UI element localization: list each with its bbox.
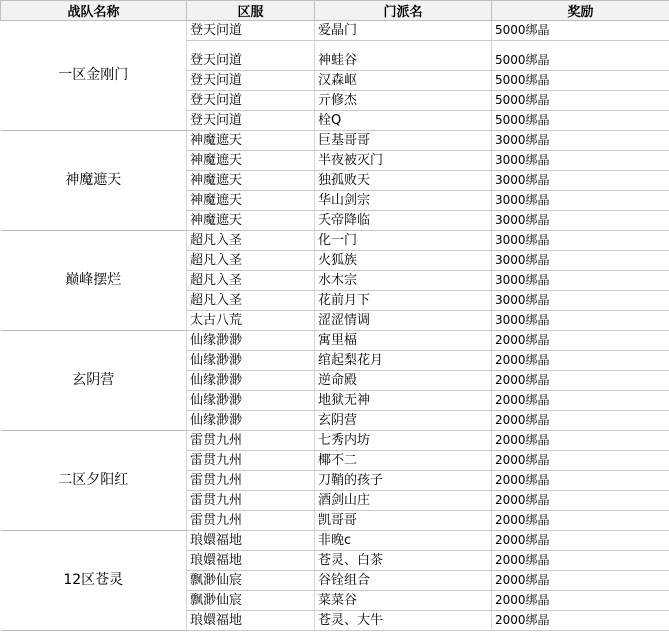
server-cell: 仙缘渺渺: [187, 391, 315, 411]
server-cell: 仙缘渺渺: [187, 371, 315, 391]
team-name-cell: 二区夕阳红: [1, 431, 187, 531]
table-row: [1, 531, 669, 551]
sect-cell: 七秀内坊: [315, 431, 492, 451]
reward-cell: 3000绑晶: [492, 231, 669, 251]
sect-cell: 谷铨组合: [315, 571, 492, 591]
header-team: 战队名称: [1, 1, 187, 21]
sect-cell: 化一门: [315, 231, 492, 251]
reward-cell: 3000绑晶: [492, 171, 669, 191]
sect-cell: 汉森岖: [315, 71, 492, 91]
sect-cell: 华山剑宗: [315, 191, 492, 211]
team-name-cell: 神魔遮天: [1, 131, 187, 231]
reward-cell: 3000绑晶: [492, 191, 669, 211]
server-cell: 神魔遮天: [187, 131, 315, 151]
sect-cell: 非晚c: [315, 531, 492, 551]
reward-cell: 2000绑晶: [492, 371, 669, 391]
sect-cell: 地狱无神: [315, 391, 492, 411]
server-cell: 神魔遮天: [187, 171, 315, 191]
reward-cell: 3000绑晶: [492, 131, 669, 151]
server-cell: 登天问道: [187, 41, 315, 71]
reward-cell: 5000绑晶: [492, 111, 669, 131]
reward-cell: 2000绑晶: [492, 451, 669, 471]
server-cell: 登天问道: [187, 111, 315, 131]
sect-cell: 独孤败天: [315, 171, 492, 191]
reward-cell: 3000绑晶: [492, 251, 669, 271]
server-cell: 超凡入圣: [187, 271, 315, 291]
reward-cell: 2000绑晶: [492, 591, 669, 611]
server-cell: 琅嬛福地: [187, 551, 315, 571]
server-cell: 超凡入圣: [187, 291, 315, 311]
table-row: [1, 331, 669, 351]
reward-cell: 5000绑晶: [492, 21, 669, 41]
reward-cell: 3000绑晶: [492, 271, 669, 291]
server-cell: 仙缘渺渺: [187, 411, 315, 431]
table-row: [1, 431, 669, 451]
sect-cell: 神蛙谷: [315, 41, 492, 71]
team-name-cell: 巅峰摆烂: [1, 231, 187, 331]
reward-cell: 3000绑晶: [492, 311, 669, 331]
reward-cell: 2000绑晶: [492, 511, 669, 531]
reward-cell: 5000绑晶: [492, 41, 669, 71]
server-cell: 仙缘渺渺: [187, 351, 315, 371]
server-cell: 神魔遮天: [187, 151, 315, 171]
sect-cell: 花前月下: [315, 291, 492, 311]
sect-cell: 寓里楅: [315, 331, 492, 351]
reward-cell: 2000绑晶: [492, 531, 669, 551]
sect-cell: 酒剑山庄: [315, 491, 492, 511]
sect-cell: 逆命殿: [315, 371, 492, 391]
sect-cell: 夭帝降临: [315, 211, 492, 231]
sect-cell: 爱晶门: [315, 21, 492, 41]
sect-cell: 巨基哥哥: [315, 131, 492, 151]
reward-cell: 3000绑晶: [492, 211, 669, 231]
reward-cell: 3000绑晶: [492, 291, 669, 311]
reward-cell: 5000绑晶: [492, 71, 669, 91]
team-name-cell: 12区苍灵: [1, 531, 187, 631]
server-cell: 雷贯九州: [187, 511, 315, 531]
header-server: 区服: [187, 1, 315, 21]
server-cell: 超凡入圣: [187, 251, 315, 271]
reward-cell: 2000绑晶: [492, 611, 669, 631]
sect-cell: 涩涩情调: [315, 311, 492, 331]
server-cell: 雷贯九州: [187, 451, 315, 471]
reward-cell: 2000绑晶: [492, 431, 669, 451]
sect-cell: 刀鞘的孩子: [315, 471, 492, 491]
sect-cell: 亓修杰: [315, 91, 492, 111]
sect-cell: 苍灵、白茶: [315, 551, 492, 571]
sect-cell: 火狐族: [315, 251, 492, 271]
header-row: [1, 1, 669, 21]
team-name-cell: 玄阴营: [1, 331, 187, 431]
table-row: [1, 21, 669, 41]
reward-cell: 2000绑晶: [492, 351, 669, 371]
server-cell: 雷贯九州: [187, 431, 315, 451]
server-cell: 登天问道: [187, 21, 315, 41]
server-cell: 神魔遮天: [187, 211, 315, 231]
table-row: [1, 231, 669, 251]
reward-cell: 2000绑晶: [492, 391, 669, 411]
server-cell: 太古八荒: [187, 311, 315, 331]
sect-cell: 栓Q: [315, 111, 492, 131]
sect-cell: 椰不二: [315, 451, 492, 471]
sect-cell: 玄阴营: [315, 411, 492, 431]
header-sect: 门派名: [315, 1, 492, 21]
sect-cell: 半夜被灭门: [315, 151, 492, 171]
sect-cell: 凯哥哥: [315, 511, 492, 531]
reward-cell: 2000绑晶: [492, 411, 669, 431]
server-cell: 飘渺仙宸: [187, 571, 315, 591]
reward-cell: 2000绑晶: [492, 491, 669, 511]
sect-cell: 菜菜谷: [315, 591, 492, 611]
server-cell: 登天问道: [187, 91, 315, 111]
team-name-cell: 一区金刚门: [1, 21, 187, 131]
reward-cell: 2000绑晶: [492, 331, 669, 351]
reward-cell: 2000绑晶: [492, 571, 669, 591]
server-cell: 登天问道: [187, 71, 315, 91]
reward-cell: 2000绑晶: [492, 551, 669, 571]
sect-cell: 苍灵、大牛: [315, 611, 492, 631]
server-cell: 雷贯九州: [187, 471, 315, 491]
sect-cell: 绾起梨花月: [315, 351, 492, 371]
sect-cell: 水木宗: [315, 271, 492, 291]
server-cell: 神魔遮天: [187, 191, 315, 211]
reward-cell: 3000绑晶: [492, 151, 669, 171]
reward-cell: 2000绑晶: [492, 471, 669, 491]
server-cell: 仙缘渺渺: [187, 331, 315, 351]
table-row: [1, 131, 669, 151]
reward-cell: 5000绑晶: [492, 91, 669, 111]
server-cell: 超凡入圣: [187, 231, 315, 251]
server-cell: 琅嬛福地: [187, 531, 315, 551]
header-reward: 奖励: [492, 1, 669, 21]
server-cell: 琅嬛福地: [187, 611, 315, 631]
server-cell: 飘渺仙宸: [187, 591, 315, 611]
server-cell: 雷贯九州: [187, 491, 315, 511]
